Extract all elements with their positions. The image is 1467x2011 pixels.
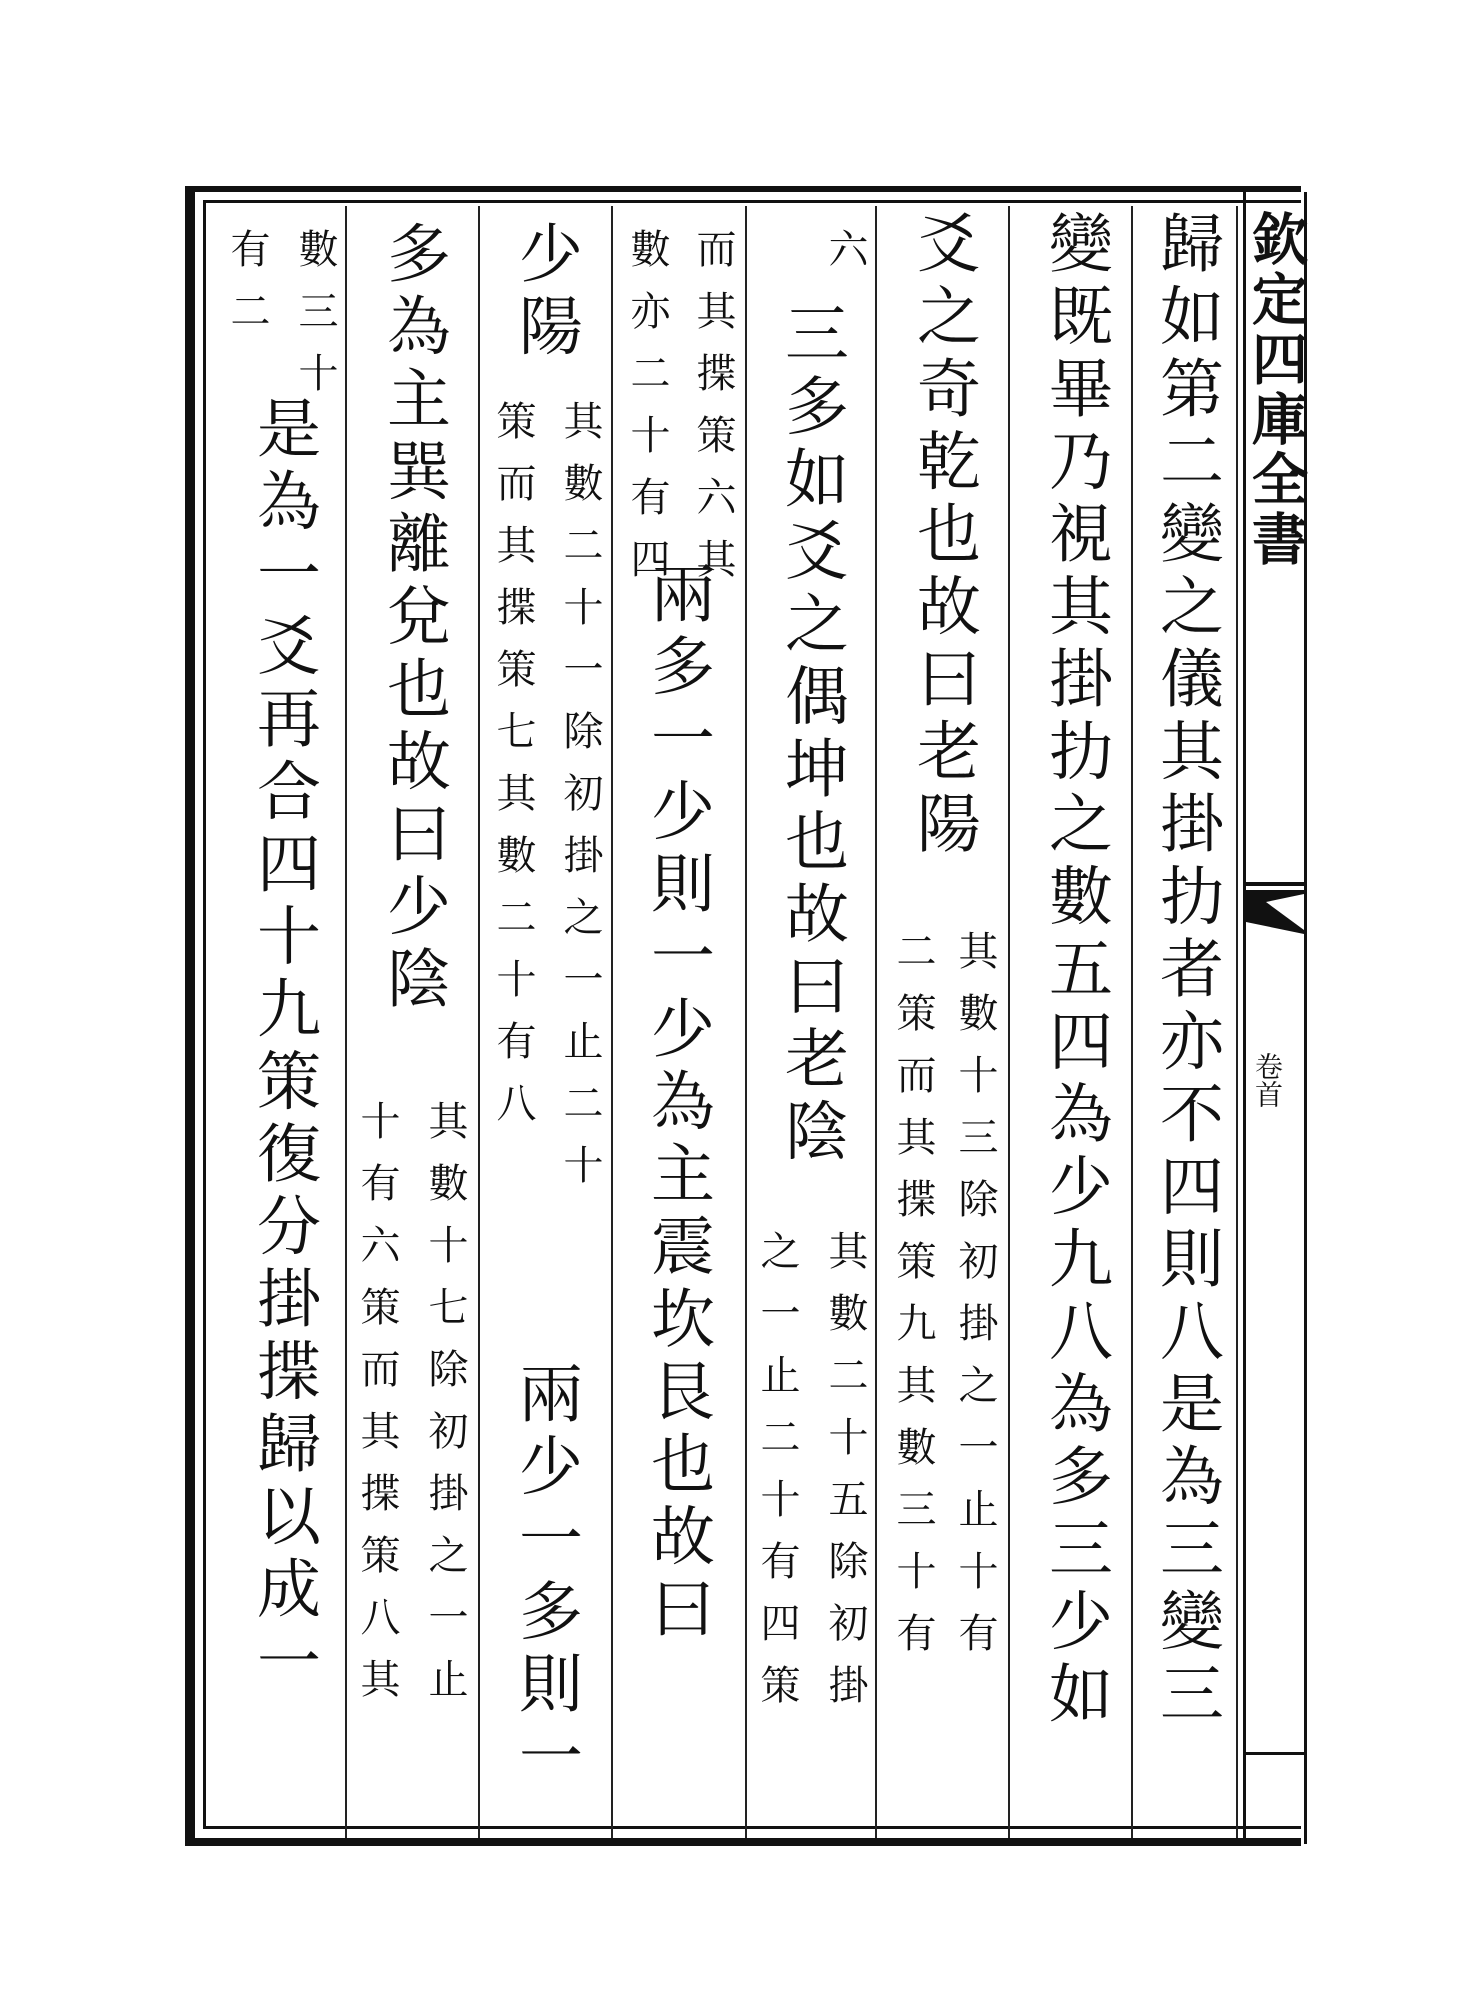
banxin-margin	[1243, 192, 1307, 1844]
frame-top-inner-border	[203, 200, 1301, 203]
note-column-5a: 而其揲策六其	[690, 228, 736, 600]
note-column-6b: 策而其揲策七其數二十有八	[490, 400, 536, 1144]
text-column-6: 少陽	[508, 220, 582, 365]
note-column-3b: 二策而其揲策九其數三十有	[890, 930, 936, 1674]
banxin-rule	[1246, 1752, 1304, 1755]
text-column-4: 三多如爻之偶坤也故曰老陰	[774, 300, 848, 1170]
frame-top-border	[185, 186, 1301, 192]
text-column-8: 是為一爻再合四十九策復分掛揲歸以成一	[246, 395, 320, 1700]
note-column-3a: 其數十三除初掛之一止十有	[952, 930, 998, 1674]
column-divider	[611, 206, 613, 1838]
column-divider	[1131, 206, 1133, 1838]
text-column-2: 變既畢乃視其掛扐之數五四為少九八為多三少如	[1038, 210, 1112, 1733]
note-column-7b: 十有六策而其揲策八其	[354, 1100, 400, 1720]
text-column-1: 歸如第二變之儀其掛扐者亦不四則八是為三變三	[1149, 210, 1223, 1733]
column-divider	[745, 206, 747, 1838]
note-column-5b: 數亦二十有四	[624, 228, 670, 600]
note-column-6a: 其數二十一除初掛之一止二十	[557, 400, 603, 1206]
note-column-4a: 六	[822, 228, 868, 290]
column-divider	[345, 206, 347, 1838]
frame-left-inner-border	[203, 200, 206, 1828]
column-divider	[478, 206, 480, 1838]
note-column-4b: 其數二十五除初掛	[822, 1230, 868, 1726]
note-column-4c: 之一止二十有四策	[754, 1230, 800, 1726]
column-divider	[1008, 206, 1010, 1838]
note-column-8a: 數三十	[292, 228, 338, 414]
note-column-7a: 其數十七除初掛之一止	[422, 1100, 468, 1720]
note-column-8b: 有二	[224, 228, 270, 352]
text-column-3: 爻之奇乾也故曰老陽	[906, 210, 980, 863]
fishtail-mark-icon	[1246, 882, 1304, 942]
text-column-5: 兩多一少則一少為主震坎艮也故曰	[640, 560, 714, 1648]
book-title: 欽定四庫全書	[1243, 210, 1309, 570]
column-divider	[875, 206, 877, 1838]
frame-left-border	[185, 186, 195, 1846]
juan-label: 卷首	[1251, 1052, 1284, 1108]
text-column-6b: 兩少一多則一	[508, 1360, 582, 1795]
column-divider	[1236, 206, 1238, 1838]
text-column-7: 多為主巽離兌也故曰少陰	[376, 220, 450, 1018]
